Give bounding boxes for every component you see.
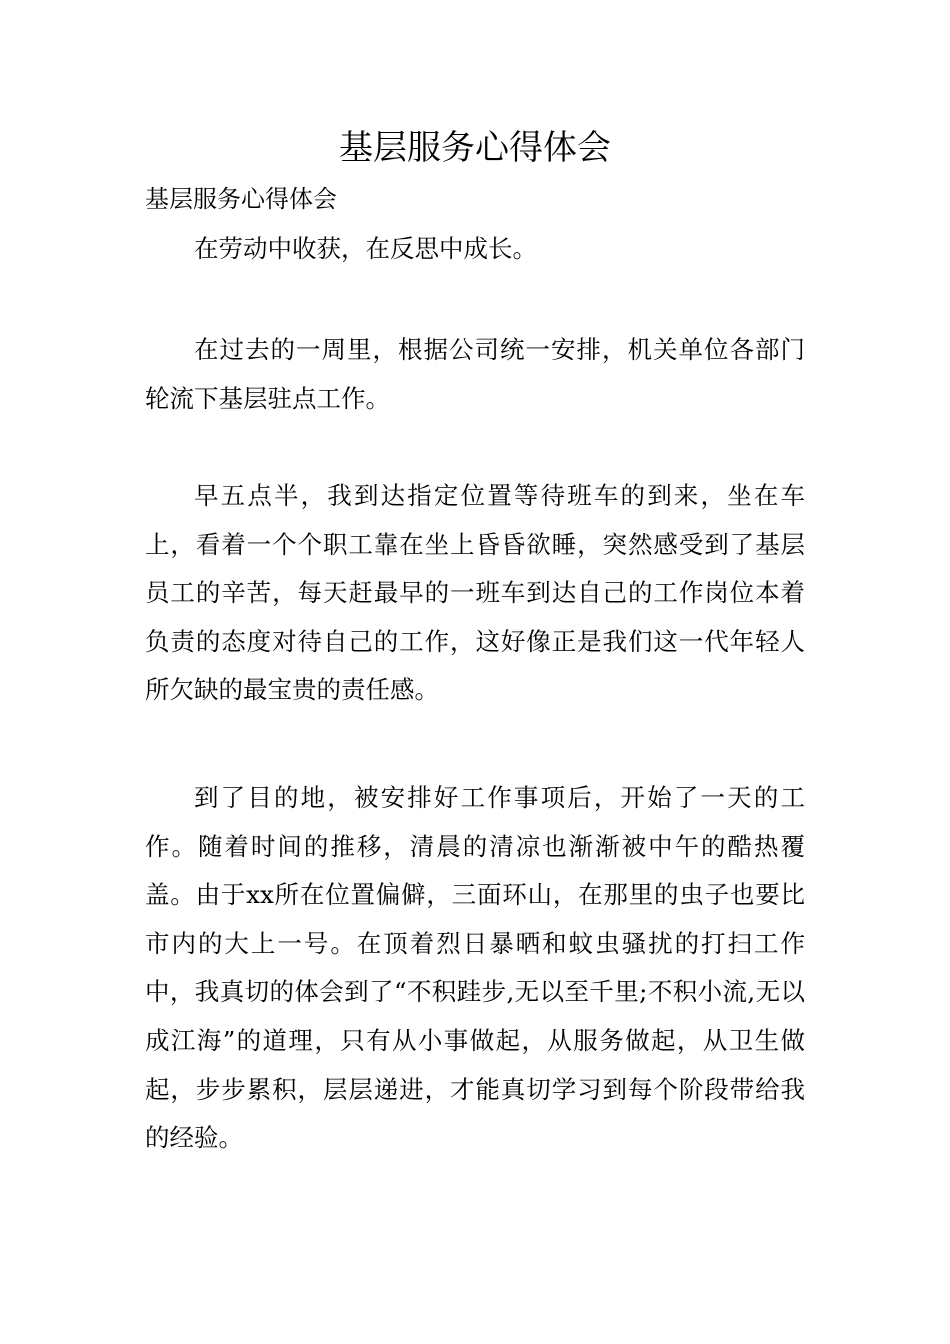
paragraph-2: 在过去的一周里，根据公司统一安排，机关单位各部门轮流下基层驻点工作。: [145, 335, 805, 413]
paragraph-3: 早五点半，我到达指定位置等待班车的到来，坐在车上，看着一个个职工靠在坐上昏昏欲睡，突然感受到了基层员工的辛苦，每天赶最早的一班车到达自己的工作岗位本着负责的态度对待自己的工作，这好像正是我们这一代年轻人所欠缺的最宝贵的责任感。: [145, 481, 805, 705]
paragraph-1: 在劳动中收获，在反思中成长。: [194, 234, 537, 263]
document-subtitle: 基层服务心得体会: [145, 185, 337, 213]
document-title: 基层服务心得体会: [339, 128, 611, 168]
paragraph-4: 到了目的地，被安排好工作事项后，开始了一天的工作。随着时间的推移，清晨的清凉也渐渐被中午的酷热覆盖。由于xx所在位置偏僻，三面环山，在那里的虫子也要比市内的大上一号。在顶着烈日暴晒和蚊虫骚扰的打扫工作中，我真切的体会到了“不积跬步,无以至千里;不积小流,无以成江海”的道理，只有从小事做起，从服务做起，从卫生做起，步步累积，层层递进，才能真切学习到每个阶段带给我的经验。: [145, 783, 805, 1153]
